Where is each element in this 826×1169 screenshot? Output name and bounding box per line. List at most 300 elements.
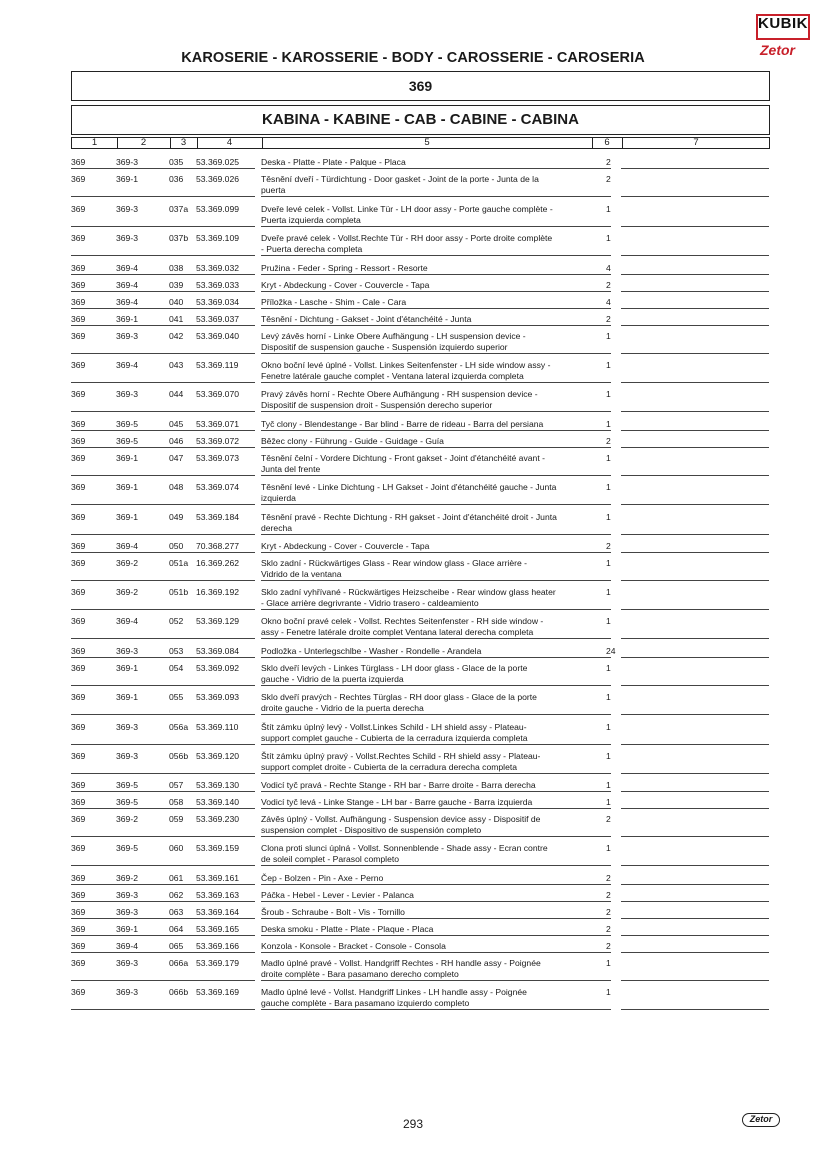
table-row bbox=[71, 314, 770, 327]
row-underline bbox=[621, 196, 769, 197]
group-number: 369 bbox=[71, 71, 770, 101]
table-row bbox=[71, 958, 770, 982]
part-quantity: 1 bbox=[606, 419, 611, 429]
page-title: KAROSERIE - KAROSSERIE - BODY - CAROSSERIE - CAROSERIA bbox=[181, 50, 645, 66]
part-description-line-1: Madlo úplné pravé - Vollst. Handgriff Rechtes - RH handle assy - Poignée bbox=[261, 958, 541, 968]
part-quantity: 24 bbox=[606, 646, 616, 656]
part-description bbox=[261, 263, 597, 274]
row-underline bbox=[621, 447, 769, 448]
part-group: 369 bbox=[71, 204, 86, 214]
part-description bbox=[261, 233, 597, 255]
part-position: 057 bbox=[169, 780, 184, 790]
row-underline bbox=[621, 430, 769, 431]
part-group: 369 bbox=[71, 692, 86, 702]
part-quantity: 1 bbox=[606, 616, 611, 626]
part-description-line-1: Štít zámku úplný levý - Vollst.Linkes Schild - LH shield assy - Plateau- bbox=[261, 722, 527, 732]
row-underline bbox=[261, 168, 611, 169]
part-quantity: 1 bbox=[606, 797, 611, 807]
row-underline bbox=[71, 580, 255, 581]
part-description-line-2: droite complète - Bara pasamano derecho completo bbox=[261, 969, 459, 979]
part-description-line-2: assy - Fenetre latérale droite complet Ventana lateral derecha completa bbox=[261, 627, 534, 637]
part-description-line-1: Vodicí tyč levá - Linke Stange - LH bar - Barre gauche - Barra izquierda bbox=[261, 797, 533, 807]
part-subgroup: 369-1 bbox=[116, 924, 138, 934]
part-description-line-1: Okno boční pravé celek - Vollst. Rechtes Seitenfenster - RH side window - bbox=[261, 616, 544, 626]
part-subgroup: 369-1 bbox=[116, 174, 138, 184]
part-description bbox=[261, 157, 597, 168]
part-position: 046 bbox=[169, 436, 184, 446]
column-header-6: 6 bbox=[604, 137, 610, 148]
part-subgroup: 369-5 bbox=[116, 436, 138, 446]
part-description-line-1: Okno boční levé úplné - Vollst. Linkes Seitenfenster - LH side window assy - bbox=[261, 360, 551, 370]
part-number: 53.369.230 bbox=[196, 814, 240, 824]
row-underline bbox=[261, 638, 611, 639]
part-description bbox=[261, 873, 597, 884]
column-header-1: 1 bbox=[91, 137, 98, 148]
row-underline bbox=[261, 609, 611, 610]
part-subgroup: 369-3 bbox=[116, 890, 138, 900]
row-underline bbox=[261, 534, 611, 535]
part-description-line-2: suspension complet - Dispositivo de suspensión completo bbox=[261, 825, 482, 835]
part-description bbox=[261, 512, 597, 534]
part-description-line-2: gauche complète - Bara pasamano izquierdo completo bbox=[261, 998, 470, 1008]
part-description bbox=[261, 987, 597, 1009]
part-number: 53.369.165 bbox=[196, 924, 240, 934]
part-description-line-1: Příložka - Lasche - Shim - Cale - Cara bbox=[261, 297, 407, 307]
part-description-line-1: Podložka - Unterlegschlbe - Washer - Rondelle - Arandela bbox=[261, 646, 482, 656]
part-subgroup: 369-2 bbox=[116, 814, 138, 824]
part-position: 066a bbox=[169, 958, 189, 968]
row-underline bbox=[261, 685, 611, 686]
row-underline bbox=[71, 255, 255, 256]
part-description-line-1: Těsnění - Dichtung - Gakset - Joint d'étanchéité - Junta bbox=[261, 314, 472, 324]
part-description bbox=[261, 751, 597, 773]
row-underline bbox=[621, 609, 769, 610]
part-description bbox=[261, 360, 597, 382]
part-quantity: 2 bbox=[606, 814, 611, 824]
part-description-line-1: Běžec clony - Führung - Guide - Guidage - Guía bbox=[261, 436, 444, 446]
row-underline bbox=[261, 308, 611, 309]
part-description bbox=[261, 331, 597, 353]
part-group: 369 bbox=[71, 297, 86, 307]
row-underline bbox=[71, 808, 255, 809]
part-number: 70.368.277 bbox=[196, 541, 240, 551]
part-position: 036 bbox=[169, 174, 184, 184]
row-underline bbox=[71, 685, 255, 686]
part-group: 369 bbox=[71, 280, 86, 290]
part-group: 369 bbox=[71, 263, 86, 273]
part-description-line-1: Dveře levé celek - Vollst. Linke Tür - LH door assy - Porte gauche complète - bbox=[261, 204, 553, 214]
part-group: 369 bbox=[71, 843, 86, 853]
row-underline bbox=[71, 714, 255, 715]
row-underline bbox=[261, 274, 611, 275]
part-position: 039 bbox=[169, 280, 184, 290]
column-header-7: 7 bbox=[693, 137, 699, 148]
part-position: 058 bbox=[169, 797, 184, 807]
part-subgroup: 369-5 bbox=[116, 797, 138, 807]
row-underline bbox=[621, 714, 769, 715]
row-underline bbox=[621, 808, 769, 809]
part-description bbox=[261, 663, 597, 685]
table-row bbox=[71, 722, 770, 746]
row-underline bbox=[71, 226, 255, 227]
part-description-line-1: Kryt - Abdeckung - Cover - Couvercle - Tapa bbox=[261, 541, 430, 551]
row-underline bbox=[621, 901, 769, 902]
part-quantity: 4 bbox=[606, 263, 611, 273]
row-underline bbox=[621, 291, 769, 292]
row-underline bbox=[71, 552, 255, 553]
part-quantity: 1 bbox=[606, 558, 611, 568]
part-position: 056b bbox=[169, 751, 189, 761]
part-quantity: 1 bbox=[606, 751, 611, 761]
part-description bbox=[261, 453, 597, 475]
part-description-line-2: gauche - Vidrio de la puerta izquierda bbox=[261, 674, 404, 684]
part-group: 369 bbox=[71, 558, 86, 568]
part-group: 369 bbox=[71, 873, 86, 883]
part-description-line-1: Konzola - Konsole - Bracket - Console - Consola bbox=[261, 941, 446, 951]
part-position: 054 bbox=[169, 663, 184, 673]
part-number: 53.369.070 bbox=[196, 389, 240, 399]
part-description bbox=[261, 587, 597, 609]
row-underline bbox=[261, 430, 611, 431]
part-quantity: 2 bbox=[606, 157, 611, 167]
row-underline bbox=[621, 168, 769, 169]
part-subgroup: 369-1 bbox=[116, 663, 138, 673]
row-underline bbox=[71, 791, 255, 792]
part-description-line-2: Dispositif de suspension droit - Suspensión derecho superior bbox=[261, 400, 493, 410]
row-underline bbox=[621, 353, 769, 354]
row-underline bbox=[621, 865, 769, 866]
part-subgroup: 369-5 bbox=[116, 419, 138, 429]
row-underline bbox=[71, 430, 255, 431]
part-quantity: 1 bbox=[606, 663, 611, 673]
part-subgroup: 369-4 bbox=[116, 360, 138, 370]
part-subgroup: 369-1 bbox=[116, 314, 138, 324]
part-description-line-2: support complet gauche - Cubierta de la cerradura izquierda completa bbox=[261, 733, 528, 743]
table-row bbox=[71, 907, 770, 920]
row-underline bbox=[621, 638, 769, 639]
part-description bbox=[261, 941, 597, 952]
part-description-line-1: Pravý závěs horní - Rechte Obere Aufhängung - RH suspension device - bbox=[261, 389, 538, 399]
part-number: 53.369.164 bbox=[196, 907, 240, 917]
part-subgroup: 369-3 bbox=[116, 958, 138, 968]
part-description bbox=[261, 174, 597, 196]
part-subgroup: 369-1 bbox=[116, 692, 138, 702]
part-position: 052 bbox=[169, 616, 184, 626]
row-underline bbox=[261, 255, 611, 256]
part-description-line-1: Clona proti slunci úplná - Vollst. Sonnenblende - Shade assy - Ecran contre bbox=[261, 843, 548, 853]
part-position: 044 bbox=[169, 389, 184, 399]
part-group: 369 bbox=[71, 814, 86, 824]
part-subgroup: 369-4 bbox=[116, 263, 138, 273]
part-position: 062 bbox=[169, 890, 184, 900]
part-description bbox=[261, 419, 597, 430]
part-position: 040 bbox=[169, 297, 184, 307]
table-row bbox=[71, 616, 770, 640]
part-description bbox=[261, 890, 597, 901]
part-description-line-1: Těsnění pravé - Rechte Dichtung - RH gakset - Joint d'étanchéité droit - Junta bbox=[261, 512, 557, 522]
zetor-logo-text: Zetor bbox=[760, 42, 795, 58]
row-underline bbox=[621, 935, 769, 936]
part-description-line-1: Deska smoku - Platte - Plate - Plaque - Placa bbox=[261, 924, 434, 934]
part-position: 045 bbox=[169, 419, 184, 429]
part-group: 369 bbox=[71, 941, 86, 951]
row-underline bbox=[621, 952, 769, 953]
part-group: 369 bbox=[71, 157, 86, 167]
part-quantity: 2 bbox=[606, 890, 611, 900]
part-description-line-2: Vidrido de la ventana bbox=[261, 569, 342, 579]
part-description-line-1: Těsnění levé - Linke Dichtung - LH Gakset - Joint d'étanchéité gauche - Junta bbox=[261, 482, 557, 492]
row-underline bbox=[71, 952, 255, 953]
row-underline bbox=[261, 744, 611, 745]
row-underline bbox=[261, 196, 611, 197]
row-underline bbox=[621, 1009, 769, 1010]
table-row bbox=[71, 174, 770, 198]
part-subgroup: 369-3 bbox=[116, 722, 138, 732]
part-position: 066b bbox=[169, 987, 189, 997]
part-description bbox=[261, 780, 597, 791]
part-description-line-1: Deska - Platte - Plate - Palque - Placa bbox=[261, 157, 406, 167]
row-underline bbox=[261, 552, 611, 553]
part-position: 060 bbox=[169, 843, 184, 853]
part-description-line-2: izquierda bbox=[261, 493, 296, 503]
part-description bbox=[261, 907, 597, 918]
part-position: 041 bbox=[169, 314, 184, 324]
part-position: 038 bbox=[169, 263, 184, 273]
part-quantity: 2 bbox=[606, 941, 611, 951]
part-quantity: 2 bbox=[606, 907, 611, 917]
part-position: 035 bbox=[169, 157, 184, 167]
part-group: 369 bbox=[71, 174, 86, 184]
part-subgroup: 369-2 bbox=[116, 558, 138, 568]
part-position: 049 bbox=[169, 512, 184, 522]
part-description bbox=[261, 616, 597, 638]
part-group: 369 bbox=[71, 419, 86, 429]
part-description-line-1: Páčka - Hebel - Lever - Levier - Palanca bbox=[261, 890, 414, 900]
part-quantity: 2 bbox=[606, 873, 611, 883]
part-position: 042 bbox=[169, 331, 184, 341]
part-description-line-2: puerta bbox=[261, 185, 286, 195]
row-underline bbox=[621, 884, 769, 885]
row-underline bbox=[71, 504, 255, 505]
part-group: 369 bbox=[71, 314, 86, 324]
part-subgroup: 369-4 bbox=[116, 941, 138, 951]
row-underline bbox=[71, 638, 255, 639]
part-subgroup: 369-3 bbox=[116, 204, 138, 214]
row-underline bbox=[71, 1009, 255, 1010]
row-underline bbox=[71, 196, 255, 197]
row-underline bbox=[71, 865, 255, 866]
part-quantity: 1 bbox=[606, 482, 611, 492]
part-description-line-1: Madlo úplné levé - Vollst. Handgriff Linkes - LH handle assy - Poignée bbox=[261, 987, 527, 997]
part-group: 369 bbox=[71, 233, 86, 243]
part-group: 369 bbox=[71, 907, 86, 917]
row-underline bbox=[71, 935, 255, 936]
row-underline bbox=[621, 580, 769, 581]
row-underline bbox=[71, 291, 255, 292]
part-number: 53.369.110 bbox=[196, 722, 239, 732]
table-row bbox=[71, 797, 770, 810]
row-underline bbox=[621, 773, 769, 774]
part-number: 53.369.072 bbox=[196, 436, 240, 446]
row-underline bbox=[261, 865, 611, 866]
part-group: 369 bbox=[71, 541, 86, 551]
part-number: 53.369.032 bbox=[196, 263, 240, 273]
part-description-line-1: Vodicí tyč pravá - Rechte Stange - RH bar - Barre droite - Barra derecha bbox=[261, 780, 536, 790]
part-quantity: 1 bbox=[606, 780, 611, 790]
column-header-2: 2 bbox=[140, 137, 147, 148]
row-underline bbox=[261, 714, 611, 715]
part-description bbox=[261, 389, 597, 411]
part-number: 53.369.037 bbox=[196, 314, 240, 324]
row-underline bbox=[71, 534, 255, 535]
part-description-line-1: Šroub - Schraube - Bolt - Vis - Tornillo bbox=[261, 907, 405, 917]
part-group: 369 bbox=[71, 722, 86, 732]
row-underline bbox=[71, 884, 255, 885]
part-subgroup: 369-3 bbox=[116, 987, 138, 997]
part-description-line-1: Sklo zadní - Rückwärtiges Glass - Rear window glass - Glace arrière - bbox=[261, 558, 528, 568]
part-quantity: 4 bbox=[606, 297, 611, 307]
table-row bbox=[71, 890, 770, 903]
row-underline bbox=[621, 791, 769, 792]
part-quantity: 1 bbox=[606, 958, 611, 968]
part-description-line-2: Fenetre latérale gauche complet - Ventana lateral izquierda completa bbox=[261, 371, 524, 381]
part-group: 369 bbox=[71, 751, 86, 761]
row-underline bbox=[261, 952, 611, 953]
part-group: 369 bbox=[71, 987, 86, 997]
table-row bbox=[71, 157, 770, 170]
part-description-line-1: Pružina - Feder - Spring - Ressort - Resorte bbox=[261, 263, 428, 273]
row-underline bbox=[621, 534, 769, 535]
part-quantity: 2 bbox=[606, 924, 611, 934]
part-position: 047 bbox=[169, 453, 184, 463]
row-underline bbox=[261, 504, 611, 505]
part-subgroup: 369-2 bbox=[116, 587, 138, 597]
row-underline bbox=[71, 308, 255, 309]
part-description bbox=[261, 924, 597, 935]
table-row bbox=[71, 541, 770, 554]
part-number: 53.369.040 bbox=[196, 331, 240, 341]
row-underline bbox=[71, 475, 255, 476]
part-position: 051b bbox=[169, 587, 189, 597]
table-row bbox=[71, 512, 770, 536]
part-position: 051a bbox=[169, 558, 189, 568]
table-row bbox=[71, 419, 770, 432]
column-header bbox=[71, 137, 770, 149]
part-group: 369 bbox=[71, 453, 86, 463]
part-position: 056a bbox=[169, 722, 189, 732]
part-group: 369 bbox=[71, 646, 86, 656]
part-number: 53.369.166 bbox=[196, 941, 240, 951]
row-underline bbox=[261, 382, 611, 383]
part-number: 53.369.169 bbox=[196, 987, 240, 997]
part-group: 369 bbox=[71, 797, 86, 807]
part-quantity: 1 bbox=[606, 331, 611, 341]
part-position: 065 bbox=[169, 941, 184, 951]
part-subgroup: 369-3 bbox=[116, 331, 138, 341]
part-description-line-1: Sklo zadní vyhřívané - Rückwärtiges Heizscheibe - Rear window glass heater bbox=[261, 587, 556, 597]
row-underline bbox=[261, 836, 611, 837]
part-position: 043 bbox=[169, 360, 184, 370]
row-underline bbox=[71, 382, 255, 383]
part-description-line-2: support complet droite - Cubierta de la cerradura derecha completa bbox=[261, 762, 518, 772]
part-description bbox=[261, 482, 597, 504]
table-row bbox=[71, 297, 770, 310]
part-subgroup: 369-3 bbox=[116, 907, 138, 917]
table-row bbox=[71, 389, 770, 413]
part-position: 055 bbox=[169, 692, 184, 702]
part-number: 16.369.192 bbox=[196, 587, 240, 597]
row-underline bbox=[621, 255, 769, 256]
part-number: 53.369.026 bbox=[196, 174, 240, 184]
part-description-line-1: Kryt - Abdeckung - Cover - Couvercle - Tapa bbox=[261, 280, 430, 290]
row-underline bbox=[621, 504, 769, 505]
part-description bbox=[261, 797, 597, 808]
part-description-line-2: Puerta izquierda completa bbox=[261, 215, 361, 225]
part-number: 53.369.179 bbox=[196, 958, 240, 968]
part-group: 369 bbox=[71, 389, 86, 399]
part-quantity: 1 bbox=[606, 233, 611, 243]
part-number: 53.369.161 bbox=[196, 873, 240, 883]
part-position: 061 bbox=[169, 873, 184, 883]
part-description-line-2: de soleil complet - Parasol completo bbox=[261, 854, 400, 864]
row-underline bbox=[71, 609, 255, 610]
row-underline bbox=[261, 325, 611, 326]
part-position: 048 bbox=[169, 482, 184, 492]
part-number: 53.369.120 bbox=[196, 751, 240, 761]
part-quantity: 1 bbox=[606, 360, 611, 370]
table-row bbox=[71, 814, 770, 838]
part-description-line-1: Dveře pravé celek - Vollst.Rechte Tür - RH door assy - Porte droite complète bbox=[261, 233, 553, 243]
table-row bbox=[71, 263, 770, 276]
row-underline bbox=[621, 382, 769, 383]
table-row bbox=[71, 233, 770, 257]
part-subgroup: 369-4 bbox=[116, 541, 138, 551]
part-subgroup: 369-4 bbox=[116, 297, 138, 307]
table-row bbox=[71, 663, 770, 687]
part-description bbox=[261, 280, 597, 291]
part-description-line-1: Závěs úplný - Vollst. Aufhängung - Suspension device assy - Dispositif de bbox=[261, 814, 541, 824]
part-description bbox=[261, 204, 597, 226]
table-row bbox=[71, 558, 770, 582]
part-quantity: 1 bbox=[606, 722, 611, 732]
part-quantity: 1 bbox=[606, 843, 611, 853]
part-group: 369 bbox=[71, 663, 86, 673]
row-underline bbox=[621, 744, 769, 745]
part-subgroup: 369-1 bbox=[116, 453, 138, 463]
row-underline bbox=[261, 475, 611, 476]
row-underline bbox=[621, 325, 769, 326]
part-description bbox=[261, 814, 597, 836]
column-header-4: 4 bbox=[226, 137, 233, 148]
part-description bbox=[261, 297, 597, 308]
row-underline bbox=[261, 580, 611, 581]
part-group: 369 bbox=[71, 890, 86, 900]
row-underline bbox=[621, 475, 769, 476]
part-subgroup: 369-3 bbox=[116, 646, 138, 656]
row-underline bbox=[621, 274, 769, 275]
row-underline bbox=[261, 901, 611, 902]
part-position: 050 bbox=[169, 541, 184, 551]
row-underline bbox=[71, 918, 255, 919]
row-underline bbox=[261, 935, 611, 936]
table-row bbox=[71, 331, 770, 355]
part-number: 53.369.159 bbox=[196, 843, 240, 853]
column-header-5: 5 bbox=[424, 137, 430, 148]
part-number: 53.369.184 bbox=[196, 512, 240, 522]
part-quantity: 1 bbox=[606, 512, 611, 522]
row-underline bbox=[71, 168, 255, 169]
part-quantity: 1 bbox=[606, 692, 611, 702]
